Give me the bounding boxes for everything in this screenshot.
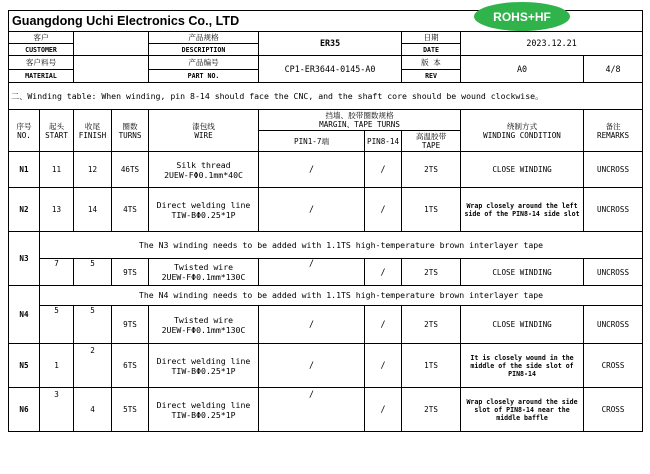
row-turns: 9TS xyxy=(112,259,149,286)
row-start: 5 xyxy=(40,306,74,344)
row-remarks: UNCROSS xyxy=(584,188,643,232)
row-pin8-14: / xyxy=(365,188,402,232)
col-wire: 漆包线 WIRE xyxy=(149,110,259,152)
col-pin1-7: PIN1-7端 xyxy=(259,131,365,152)
col-margin: 挡墙、胶带圈数规格 MARGIN、TAPE TURNS xyxy=(259,110,461,131)
row-tape: 2TS xyxy=(402,306,461,344)
row-pin8-14: / xyxy=(365,344,402,388)
row-tape: 2TS xyxy=(402,152,461,188)
row-start: 13 xyxy=(40,188,74,232)
company-name: Guangdong Uchi Electronics Co., LTD xyxy=(9,11,259,32)
row-condition: CLOSE WINDING xyxy=(461,306,584,344)
rev-value: A0 xyxy=(461,56,584,83)
row-turns: 6TS xyxy=(112,344,149,388)
part-label-en: PART NO. xyxy=(149,70,259,83)
material-value xyxy=(74,56,149,83)
row-turns: 5TS xyxy=(112,388,149,432)
rohs-hf-badge: ROHS+HF xyxy=(474,2,570,31)
winding-note: 二、Winding table: When winding, pin 8-14 should face the CNC, and the shaft core should be wound clockwise。 xyxy=(9,83,643,110)
row-tape: 2TS xyxy=(402,388,461,432)
row-finish: 14 xyxy=(74,188,112,232)
row-wire: Silk thread 2UEW-FΦ0.1mm*40C xyxy=(149,152,259,188)
row-start: 7 xyxy=(40,259,74,286)
row-no: N4 xyxy=(9,286,40,344)
row-pin1-7: / xyxy=(259,344,365,388)
table-row xyxy=(9,286,643,306)
col-start: 起头 START xyxy=(40,110,74,152)
table-row xyxy=(9,306,643,344)
col-turns: 圈数 TURNS xyxy=(112,110,149,152)
customer-value xyxy=(74,32,149,56)
row-pin1-7: / xyxy=(259,388,365,432)
page-number: 4/8 xyxy=(584,56,643,83)
part-value: CP1-ER3644-0145-A0 xyxy=(259,56,402,83)
row-tape: 2TS xyxy=(402,259,461,286)
customer-label-en: CUSTOMER xyxy=(9,44,74,56)
row-wire: Twisted wire 2UEW-FΦ0.1mm*130C xyxy=(149,259,259,286)
winding-spec-sheet xyxy=(8,10,642,465)
row-pin8-14: / xyxy=(365,306,402,344)
customer-label-cn: 客户 xyxy=(9,32,74,44)
row-turns: 4TS xyxy=(112,188,149,232)
col-pin8-14: PIN8-14 xyxy=(365,131,402,152)
row-wire: Twisted wire 2UEW-FΦ0.1mm*130C xyxy=(149,306,259,344)
row-remarks: CROSS xyxy=(584,388,643,432)
row-finish: 5 xyxy=(74,306,112,344)
col-seq: 序号 NO. xyxy=(9,110,40,152)
row-turns: 9TS xyxy=(112,306,149,344)
table-row xyxy=(9,344,643,388)
col-remarks: 备注 REMARKS xyxy=(584,110,643,152)
row-finish: 5 xyxy=(74,259,112,286)
row-pin1-7: / xyxy=(259,306,365,344)
row-no: N2 xyxy=(9,188,40,232)
row-tape-note: The N4 winding needs to be added with 1.1TS high-temperature brown interlayer tape xyxy=(40,286,643,306)
spec-label-cn: 产品规格 xyxy=(149,32,259,44)
row-pin1-7: / xyxy=(259,152,365,188)
row-no: N1 xyxy=(9,152,40,188)
row-wire: Direct welding line TIW-BΦ0.25*1P xyxy=(149,344,259,388)
material-label-en: MATERIAL xyxy=(9,70,74,83)
row-pin8-14: / xyxy=(365,152,402,188)
row-condition: CLOSE WINDING xyxy=(461,152,584,188)
row-turns: 46TS xyxy=(112,152,149,188)
row-condition: Wrap closely around the left side of the PIN8-14 side slot xyxy=(461,188,584,232)
row-finish: 4 xyxy=(74,388,112,432)
row-finish: 12 xyxy=(74,152,112,188)
row-tape: 1TS xyxy=(402,344,461,388)
col-finish: 收尾 FINISH xyxy=(74,110,112,152)
header-badge-cell xyxy=(259,11,643,32)
table-row xyxy=(9,259,643,286)
row-start: 1 xyxy=(40,344,74,388)
row-tape-note: The N3 winding needs to be added with 1.1TS high-temperature brown interlayer tape xyxy=(40,232,643,259)
row-no: N5 xyxy=(9,344,40,388)
row-pin8-14: / xyxy=(365,259,402,286)
row-condition: It is closely wound in the middle of the side slot of PIN8-14 xyxy=(461,344,584,388)
spec-label-en: DESCRIPTION xyxy=(149,44,259,56)
row-pin1-7: / xyxy=(259,259,365,286)
table-row xyxy=(9,388,643,432)
rev-label-cn: 版 本 xyxy=(402,56,461,70)
date-value: 2023.12.21 xyxy=(461,32,643,56)
spec-value: ER35 xyxy=(259,32,402,56)
row-finish: 2 xyxy=(74,344,112,388)
date-label-cn: 日期 xyxy=(402,32,461,44)
row-remarks: UNCROSS xyxy=(584,306,643,344)
row-no: N6 xyxy=(9,388,40,432)
row-start: 3 xyxy=(40,388,74,432)
col-tape: 高温胶带 TAPE xyxy=(402,131,461,152)
row-wire: Direct welding line TIW-BΦ0.25*1P xyxy=(149,188,259,232)
part-label-cn: 产品编号 xyxy=(149,56,259,70)
row-start: 11 xyxy=(40,152,74,188)
row-remarks: UNCROSS xyxy=(584,259,643,286)
row-pin1-7: / xyxy=(259,188,365,232)
col-condition: 绕制方式 WINDING CONDITION xyxy=(461,110,584,152)
row-condition: Wrap closely around the side slot of PIN8-14 near the middle baffle xyxy=(461,388,584,432)
row-remarks: CROSS xyxy=(584,344,643,388)
row-remarks: UNCROSS xyxy=(584,152,643,188)
table-row xyxy=(9,188,643,232)
row-wire: Direct welding line TIW-BΦ0.25*1P xyxy=(149,388,259,432)
spec-table xyxy=(8,10,643,432)
table-row xyxy=(9,152,643,188)
row-no: N3 xyxy=(9,232,40,286)
row-tape: 1TS xyxy=(402,188,461,232)
material-label-cn: 客户料号 xyxy=(9,56,74,70)
row-condition: CLOSE WINDING xyxy=(461,259,584,286)
row-pin8-14: / xyxy=(365,388,402,432)
rev-label-en: REV xyxy=(402,70,461,83)
date-label-en: DATE xyxy=(402,44,461,56)
table-row xyxy=(9,232,643,259)
